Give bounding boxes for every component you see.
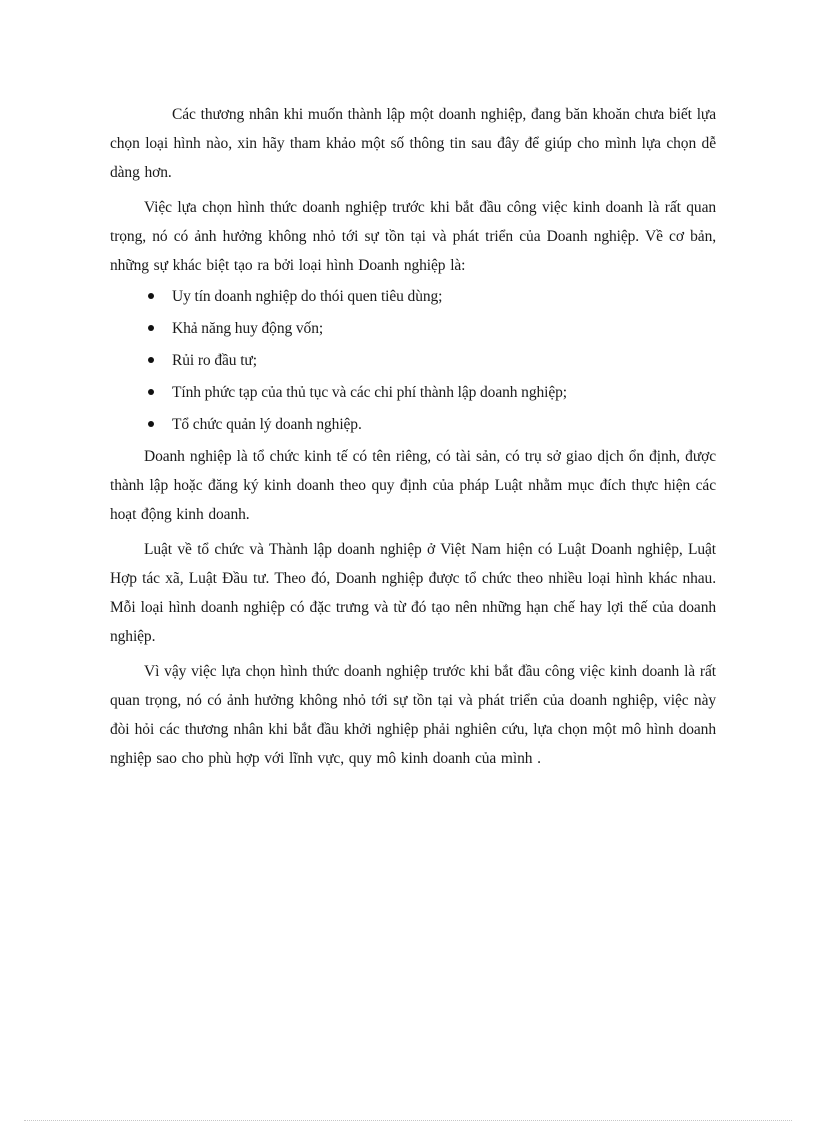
page-bottom-divider bbox=[24, 1120, 792, 1121]
list-item bbox=[110, 282, 716, 311]
bullet-icon bbox=[148, 389, 154, 395]
definition-paragraph: Doanh nghiệp là tổ chức kinh tế có tên riêng, có tài sản, có trụ sở giao dịch ổn định, được thành lập hoặc đăng ký kinh doanh theo quy định của pháp Luật nhằm mục đích thực hiện các hoạt động kinh doanh. bbox=[110, 448, 716, 523]
bullet-icon bbox=[148, 421, 154, 427]
bullet-icon bbox=[148, 293, 154, 299]
differences-list bbox=[110, 282, 716, 439]
importance-paragraph: Việc lựa chọn hình thức doanh nghiệp trước khi bắt đầu công việc kinh doanh là rất quan trọng, nó có ảnh hưởng không nhỏ tới sự tồn tại và phát triển của Doanh nghiệp. Về cơ bản, những sự khác biệt tạo ra bởi loại hình Doanh nghiệp là: bbox=[110, 199, 716, 274]
bullet-icon bbox=[148, 357, 154, 363]
list-item bbox=[110, 410, 716, 439]
list-item bbox=[110, 346, 716, 375]
intro-paragraph: Các thương nhân khi muốn thành lập một doanh nghiệp, đang băn khoăn chưa biết lựa chọn loại hình nào, xin hãy tham khảo một số thông tin sau đây để giúp cho mình lựa chọn dễ dàng hơn. bbox=[110, 106, 716, 181]
list-item-text: Uy tín doanh nghiệp do thói quen tiêu dùng; bbox=[172, 288, 443, 305]
list-item bbox=[110, 378, 716, 407]
list-item-text: Tính phức tạp của thủ tục và các chi phí thành lập doanh nghiệp; bbox=[172, 384, 567, 401]
bullet-icon bbox=[148, 325, 154, 331]
list-item-text: Rủi ro đầu tư; bbox=[172, 352, 257, 369]
conclusion-paragraph: Vì vậy việc lựa chọn hình thức doanh nghiệp trước khi bắt đầu công việc kinh doanh là rất quan trọng, nó có ảnh hưởng không nhỏ tới sự tồn tại và phát triển của doanh nghiệp, việc này đòi hỏi các thương nhân khi bắt đầu khởi nghiệp phải nghiên cứu, lựa chọn một mô hình doanh nghiệp sao cho phù hợp với lĩnh vực, quy mô kinh doanh của mình . bbox=[110, 663, 716, 767]
document-body bbox=[110, 100, 716, 773]
list-item bbox=[110, 314, 716, 343]
list-item-text: Tổ chức quản lý doanh nghiệp. bbox=[172, 416, 362, 433]
law-paragraph: Luật về tổ chức và Thành lập doanh nghiệp ở Việt Nam hiện có Luật Doanh nghiệp, Luật Hợp tác xã, Luật Đầu tư. Theo đó, Doanh nghiệp được tổ chức theo nhiều loại hình khác nhau. Mỗi loại hình doanh nghiệp có đặc trưng và từ đó tạo nên những hạn chế hay lợi thế của doanh nghiệp. bbox=[110, 541, 716, 645]
list-item-text: Khả năng huy động vốn; bbox=[172, 320, 324, 337]
